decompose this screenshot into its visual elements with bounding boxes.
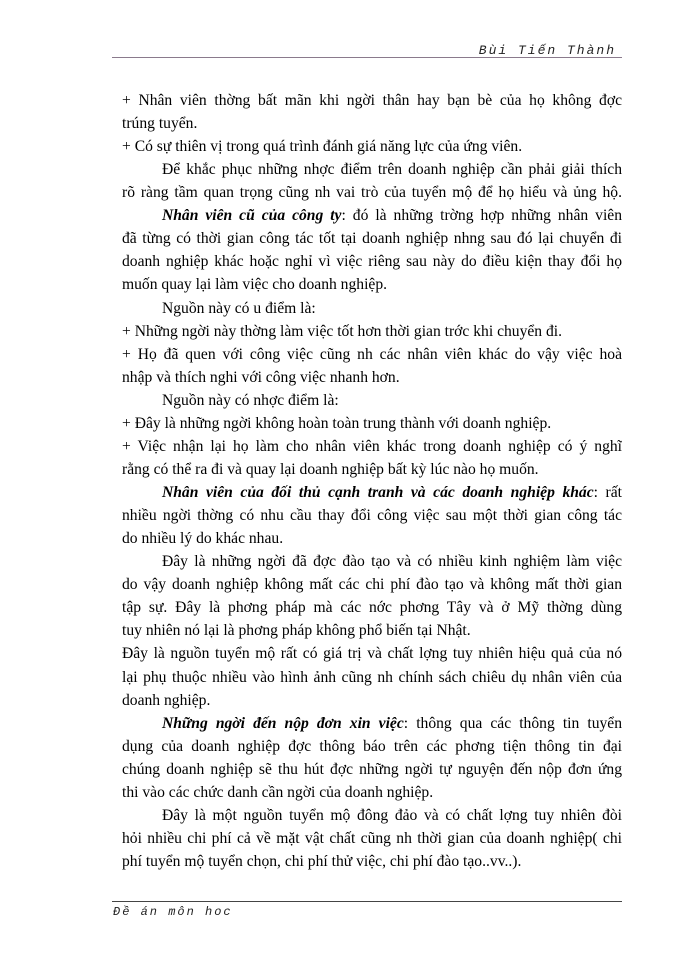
text-line	[122, 573, 622, 596]
line-text: tuy nhiên nó lại là phơng pháp không phổ biến tại Nhật.	[122, 622, 471, 640]
text-line	[122, 250, 622, 273]
text-line	[122, 412, 622, 435]
text-line	[122, 504, 622, 527]
line-text: rằng có thể ra đi và quay lại doanh nghiệp bất kỳ lúc nào họ muốn.	[122, 460, 539, 478]
line-text: doanh nghiệp.	[122, 691, 211, 709]
text-line	[122, 758, 622, 781]
line-text: + Họ đã quen với công việc cũng nh các nhân viên khác do vậy việc hoà	[122, 345, 622, 363]
line-text: thi vào các chức danh cần ngời của doanh nghiệp.	[122, 783, 434, 801]
text-line	[122, 273, 622, 296]
text-line	[122, 435, 622, 458]
footer-divider	[112, 901, 622, 902]
text-line	[122, 343, 622, 366]
text-line	[122, 527, 622, 550]
line-text: : thông qua các thông tin tuyển	[403, 714, 622, 732]
text-line	[122, 804, 622, 827]
page-header-author: Bùi Tiến Thành	[478, 43, 616, 58]
line-text: nhập và thích nghi với công việc nhanh hơn.	[122, 368, 400, 386]
line-text: trúng tuyển.	[122, 115, 198, 133]
line-text: doanh nghiệp khác hoặc nghỉ vì việc riêng sau này do điều kiện thay đổi họ	[122, 253, 622, 271]
line-text: chúng doanh nghiệp sẽ thu hút đợc những ngời tự nguyện đến nộp đơn ứng	[122, 760, 622, 778]
text-line	[122, 596, 622, 619]
line-text: tập sự. Đây là phơng pháp mà các nớc phơng Tây và ở Mỹ thờng dùng	[122, 599, 622, 617]
text-line	[122, 389, 622, 412]
text-line	[122, 827, 622, 850]
line-text: phí tuyển mộ tuyển chọn, chi phí thử việc, chi phí đào tạo..vv..).	[122, 852, 522, 870]
text-line	[122, 366, 622, 389]
line-text: + Việc nhận lại họ làm cho nhân viên khác trong doanh nghiệp có ý nghĩ	[122, 437, 622, 455]
text-line	[122, 158, 622, 181]
text-line	[122, 227, 622, 250]
line-text: + Có sự thiên vị trong quá trình đánh giá năng lực của ứng viên.	[122, 138, 523, 156]
header-divider	[112, 57, 622, 58]
line-text: Để khắc phục những nhợc điểm trên doanh nghiệp cần phải giải thích	[162, 161, 622, 179]
text-line	[122, 204, 622, 227]
line-text: do vậy doanh nghiệp không mất các chi phí đào tạo và không mất thời gian	[122, 576, 622, 594]
text-line	[122, 112, 622, 135]
line-text: Đây là một nguồn tuyển mộ đông đảo và có chất lợng tuy nhiên đòi	[162, 806, 622, 824]
line-text: đã từng có thời gian công tác tốt tại doanh nghiệp nhng sau đó lại chuyển đi	[122, 230, 622, 248]
page-footer-label: Đề án môn hoc	[113, 905, 233, 919]
text-line	[122, 89, 622, 112]
line-text: + Nhân viên thờng bất mãn khi ngời thân hay bạn bè của họ không đợc	[122, 92, 622, 109]
line-text: Nguồn này có u điểm là:	[162, 299, 316, 317]
text-line	[122, 135, 622, 158]
line-text: + Những ngời này thờng làm việc tốt hơn thời gian trớc khi chuyển đi.	[122, 322, 563, 340]
line-text: lại phụ thuộc nhiều vào hình ảnh cũng nh chính sách chiêu dụ nhân viên của	[122, 668, 622, 686]
line-text: : đó là những trờng hợp những nhân viên	[341, 207, 622, 225]
italic-heading: Nhân viên của đối thủ cạnh tranh và các doanh nghiệp khác	[162, 484, 594, 502]
text-line	[122, 666, 622, 689]
line-text: Đây là những ngời đã đợc đào tạo và có nhiều kinh nghiệm làm việc	[162, 553, 622, 571]
text-line	[122, 689, 622, 712]
text-line	[122, 458, 622, 481]
line-text: muốn quay lại làm việc cho doanh nghiệp.	[122, 276, 388, 294]
text-line	[122, 297, 622, 320]
line-text: dụng của doanh nghiệp đợc thông báo trên các phơng tiện thông tin đại	[122, 737, 622, 755]
text-line	[122, 619, 622, 642]
line-text: + Đây là những ngời không hoàn toàn trung thành với doanh nghiệp.	[122, 414, 552, 432]
line-text: Đây là nguồn tuyển mộ rất có giá trị và chất lợng tuy nhiên hiệu quả của nó	[122, 645, 622, 663]
text-line	[122, 181, 622, 204]
text-line	[122, 735, 622, 758]
line-text: Nguồn này có nhợc điểm là:	[162, 391, 339, 409]
text-line	[122, 550, 622, 573]
text-line	[122, 320, 622, 343]
line-text: rõ ràng tầm quan trọng cũng nh vai trò của tuyển mộ để họ hiểu và ủng hộ.	[122, 184, 622, 202]
text-line	[122, 781, 622, 804]
text-line	[122, 481, 622, 504]
italic-heading: Những ngời đến nộp đơn xin việc	[162, 714, 404, 732]
text-line	[122, 850, 622, 873]
line-text: : rất	[593, 484, 622, 502]
line-text: hỏi nhiều chi phí cả về mặt vật chất cũng nh thời gian của doanh nghiệp( chi	[122, 829, 622, 847]
line-text: nhiều ngời thờng có nhu cầu thay đổi công việc sau một thời gian công tác	[122, 507, 622, 525]
line-text: do nhiều lý do khác nhau.	[122, 530, 284, 548]
text-line	[122, 712, 622, 735]
text-line	[122, 642, 622, 665]
italic-heading: Nhân viên cũ của công ty	[162, 207, 342, 225]
